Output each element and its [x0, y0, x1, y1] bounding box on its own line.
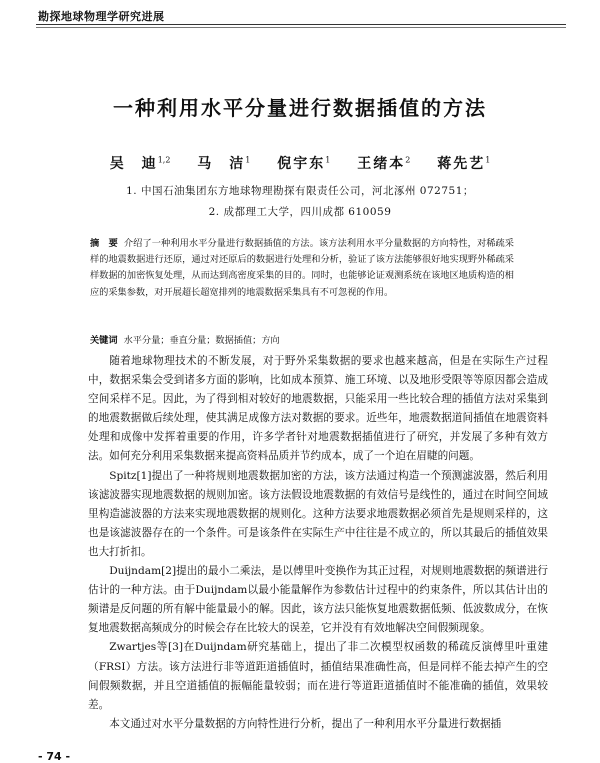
- body-text: [88, 352, 548, 734]
- header-rule: [36, 24, 566, 25]
- body-paragraph: Spitz[1]提出了一种将规则地震数据加密的方法，该方法通过构造一个预测滤波器，然后利用该滤波器实现地震数据的规则加密。该方法假设地震数据的有效信号是线性的，通过在时间空间域里构造滤波器的方法来实现地震数据的规则化。这种方法要求地震数据必须首先是规则采样的，这也是该滤波器存在的一个条件。可是该条件在实际生产中往往是不成立的，所以其最后的插值效果也大打折扣。: [88, 469, 548, 558]
- paper-title: 一种利用水平分量进行数据插值的方法: [113, 96, 487, 120]
- author-affil-mark: 1: [325, 155, 331, 165]
- author-name: 倪宇东: [277, 156, 326, 172]
- page-number: - 74 -: [38, 750, 71, 763]
- author-affil-mark: 1: [245, 155, 251, 165]
- abstract: [90, 236, 514, 301]
- affiliation-1: 1. 中国石油集团东方地球物理勘探有限责任公司，河北涿州 072751；: [126, 185, 474, 197]
- author: [277, 156, 330, 172]
- running-head: 勘探地球物理学研究进展: [38, 10, 165, 23]
- keywords: [90, 333, 514, 349]
- keywords-text: 水平分量；垂直分量；数据插值；方向: [123, 335, 280, 346]
- author: [357, 156, 410, 172]
- body-paragraph: Duijndam[2]提出的最小二乘法，是以傅里叶变换作为其正过程，对规则地震数据的频谱进行估计的一种方法。由于Duijndam以最小能量解作为参数估计过程中的约束条件，所以其估计出的频谱是反问题的所有解中能量最小的解。因此，该方法只能恢复地震数据低频、低波数成分，在恢复地震数据高频成分的时候会存在比较大的误差，它并没有有效地解决空间假频现象。: [88, 565, 548, 635]
- header-rule-thin: [36, 27, 566, 28]
- author-affil-mark: 2: [405, 155, 411, 165]
- abstract-label: 摘 要: [90, 238, 118, 249]
- author-list: [0, 153, 600, 173]
- author-name: 王绪本: [357, 156, 406, 172]
- body-paragraph: Zwartjes等[3]在Duijndam研究基础上，提出了非二次模型权函数的稀疏反演傅里叶重建（FRSI）方法。该方法进行非等道距道插值时，插值结果准确性高，但是同样不能去掉产生的空间假频数据，并且空道插值的振幅能量较弱；而在进行等道距道插值时不能准确的插值，效果较差。: [88, 641, 548, 711]
- abstract-text: 介绍了一种利用水平分量进行数据插值的方法。该方法利用水平分量数据的方向特性，对稀疏采样的地震数据进行还原，通过对还原后的数据进行处理和分析，验证了该方法能够很好地实现野外稀疏采样数据的加密恢复处理，从而达到高密度采集的目的。同时，也能够论证观测系统在该地区地质构造的相应的采集参数，对开展超长超宽排列的地震数据采集具有不可忽视的作用。: [90, 238, 514, 298]
- author: [110, 156, 171, 172]
- author-name: 蒋先艺: [437, 156, 486, 172]
- author-name: 马 洁: [197, 156, 246, 172]
- author-name: 吴 迪: [109, 156, 158, 172]
- author: [437, 156, 490, 172]
- keywords-label: 关键词: [90, 335, 118, 346]
- affiliation-2: 2. 成都理工大学，四川成都 610059: [208, 206, 392, 218]
- author-affil-mark: 1,2: [157, 155, 171, 165]
- body-paragraph: 本文通过对水平分量数据的方向特性进行分析，提出了一种利用水平分量进行数据插: [109, 717, 502, 730]
- body-paragraph: 随着地球物理技术的不断发展，对于野外采集数据的要求也越来越高，但是在实际生产过程中，数据采集会受到诸多方面的影响，比如成本预算、施工环境、以及地形受限等等原因都会造成空间采样不足。因此，为了得到相对较好的地震数据，只能采用一些比较合理的插值方法对采集到的地震数据做后续处理，使其满足成像方法对数据的要求。近些年，地震数据道间插值在地震资料处理和成像中发挥着重要的作用，许多学者针对地震数据插值进行了研究，并发展了多种有效方法。如何充分利用采集数据来提高资料品质并节约成本，成了一个迫在眉睫的问题。: [88, 355, 548, 463]
- author-affil-mark: 1: [485, 155, 491, 165]
- author: [197, 156, 250, 172]
